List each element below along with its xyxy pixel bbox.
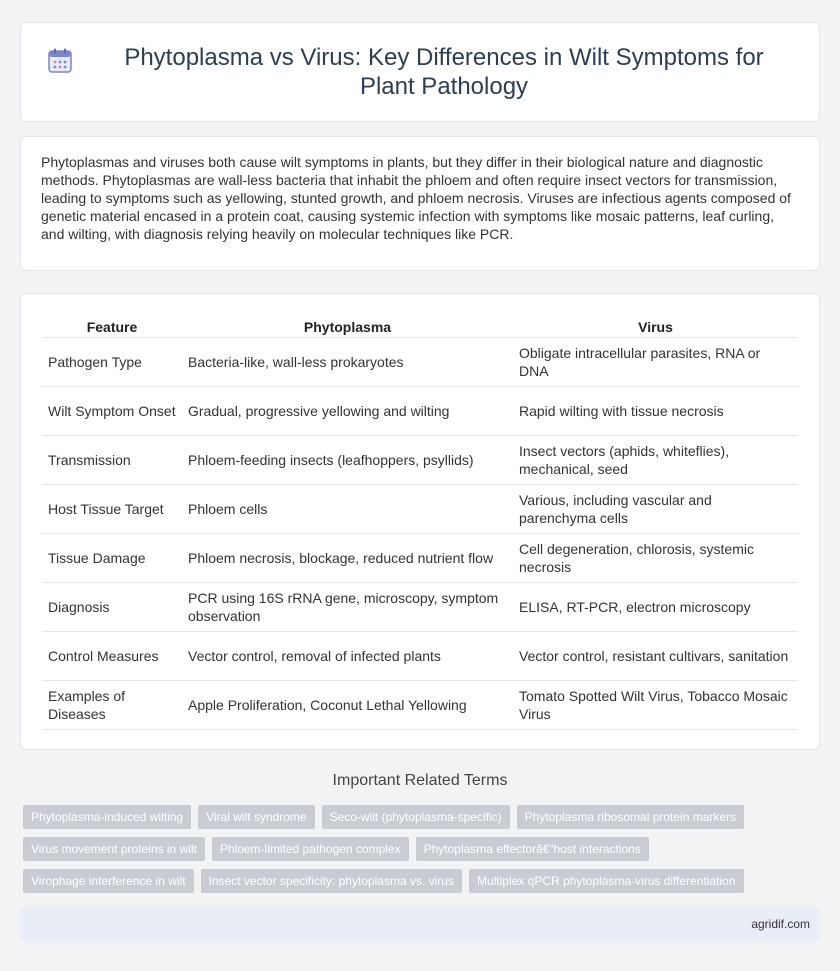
related-terms-title: Important Related Terms bbox=[332, 772, 508, 789]
phytoplasma-cell: Gradual, progressive yellowing and wilting bbox=[182, 386, 513, 435]
footer bbox=[20, 907, 820, 941]
feature-cell: Host Tissue Target bbox=[42, 484, 182, 533]
virus-cell: Rapid wilting with tissue necrosis bbox=[513, 386, 798, 435]
feature-cell: Pathogen Type bbox=[42, 337, 182, 386]
virus-cell: Tomato Spotted Wilt Virus, Tobacco Mosaic Virus bbox=[513, 680, 798, 729]
related-term-tag[interactable]: Virophage interference in wilt bbox=[23, 869, 194, 893]
related-term-tag[interactable]: Phloem-limited pathogen complex bbox=[212, 837, 409, 861]
feature-cell: Control Measures bbox=[42, 631, 182, 680]
comparison-table bbox=[42, 312, 798, 730]
calendar-icon bbox=[46, 47, 74, 75]
intro-card bbox=[20, 136, 820, 271]
virus-cell: Various, including vascular and parenchyma cells bbox=[513, 484, 798, 533]
virus-cell: Obligate intracellular parasites, RNA or DNA bbox=[513, 337, 798, 386]
table-row bbox=[42, 582, 798, 631]
related-term-tag[interactable]: Phytoplasma effectorâ€“host interactions bbox=[416, 837, 649, 861]
phytoplasma-cell: Phloem cells bbox=[182, 484, 513, 533]
related-term-tag[interactable]: Viral wilt syndrome bbox=[198, 805, 314, 829]
feature-cell: Wilt Symptom Onset bbox=[42, 386, 182, 435]
related-term-tag[interactable]: Insect vector specificity: phytoplasma vs. virus bbox=[201, 869, 462, 893]
related-terms bbox=[23, 805, 823, 901]
virus-cell: ELISA, RT-PCR, electron microscopy bbox=[513, 582, 798, 631]
table-row bbox=[42, 680, 798, 729]
feature-cell: Tissue Damage bbox=[42, 533, 182, 582]
header-virus: Virus bbox=[513, 312, 798, 337]
intro-text: Phytoplasmas and viruses both cause wilt symptoms in plants, but they differ in their biological nature and diagnostic methods. Phytoplasmas are wall-less bacteria that inhabit the phloem and often require insect vectors for transmission, leading to symptoms such as yellowing, stunted growth, and phloem necrosis. Viruses are infectious agents composed of genetic material encased in a protein coat, causing systemic infection with symptoms like mosaic patterns, leaf curling, and wilting, with diagnosis relying heavily on molecular techniques like PCR. bbox=[41, 154, 791, 242]
table-row bbox=[42, 435, 798, 484]
header-feature: Feature bbox=[42, 312, 182, 337]
related-term-tag[interactable]: Phytoplasma ribosomal protein markers bbox=[517, 805, 744, 829]
phytoplasma-cell: Bacteria-like, wall-less prokaryotes bbox=[182, 337, 513, 386]
phytoplasma-cell: Phloem necrosis, blockage, reduced nutrient flow bbox=[182, 533, 513, 582]
table-row bbox=[42, 631, 798, 680]
table-row bbox=[42, 484, 798, 533]
page-title: Phytoplasma vs Virus: Key Differences in Wilt Symptoms for Plant Pathology bbox=[124, 44, 764, 100]
table-header-row bbox=[42, 312, 798, 337]
related-term-tag[interactable]: Seco-wilt (phytoplasma-specific) bbox=[322, 805, 510, 829]
tag-row bbox=[23, 805, 823, 829]
footer-site-link[interactable]: agridif.com bbox=[751, 917, 810, 931]
comparison-card bbox=[20, 293, 820, 750]
header-phytoplasma: Phytoplasma bbox=[182, 312, 513, 337]
feature-cell: Examples of Diseases bbox=[42, 680, 182, 729]
feature-cell: Transmission bbox=[42, 435, 182, 484]
virus-cell: Insect vectors (aphids, whiteflies), mechanical, seed bbox=[513, 435, 798, 484]
phytoplasma-cell: PCR using 16S rRNA gene, microscopy, symptom observation bbox=[182, 582, 513, 631]
feature-cell: Diagnosis bbox=[42, 582, 182, 631]
phytoplasma-cell: Apple Proliferation, Coconut Lethal Yellowing bbox=[182, 680, 513, 729]
tag-row bbox=[23, 869, 823, 893]
virus-cell: Vector control, resistant cultivars, sanitation bbox=[513, 631, 798, 680]
tag-row bbox=[23, 837, 823, 861]
related-term-tag[interactable]: Phytoplasma-induced wilting bbox=[23, 805, 191, 829]
header bbox=[46, 43, 794, 101]
table-row bbox=[42, 533, 798, 582]
virus-cell: Cell degeneration, chlorosis, systemic necrosis bbox=[513, 533, 798, 582]
phytoplasma-cell: Vector control, removal of infected plants bbox=[182, 631, 513, 680]
table-row bbox=[42, 337, 798, 386]
phytoplasma-cell: Phloem-feeding insects (leafhoppers, psyllids) bbox=[182, 435, 513, 484]
related-term-tag[interactable]: Multiplex qPCR phytoplasma-virus differentiation bbox=[469, 869, 744, 893]
related-term-tag[interactable]: Virus movement proteins in wilt bbox=[23, 837, 205, 861]
header-card bbox=[20, 22, 820, 122]
table-row bbox=[42, 386, 798, 435]
